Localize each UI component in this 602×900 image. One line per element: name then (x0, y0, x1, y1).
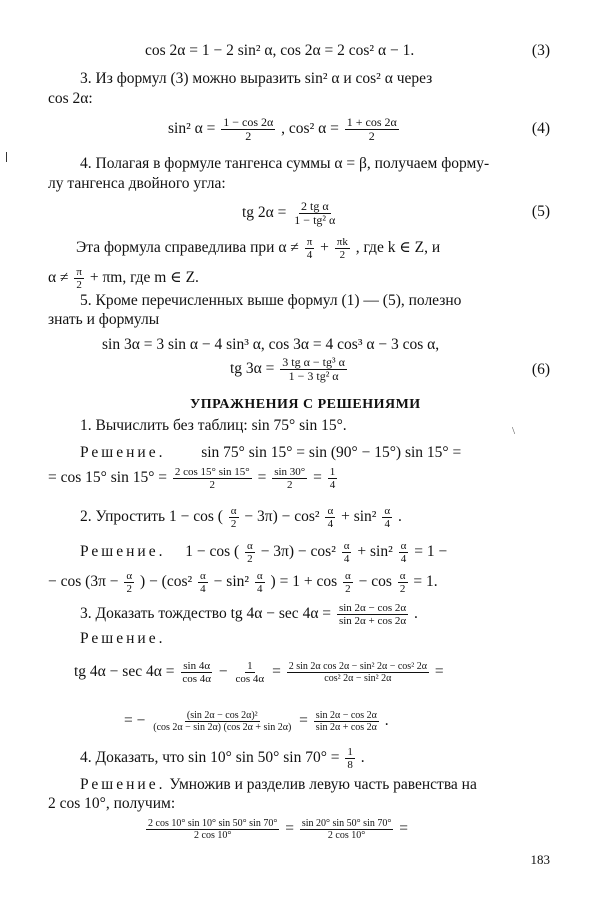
formula-5 (242, 200, 339, 227)
frac-den: 2 (368, 129, 375, 143)
exercise-2-solution-line-2 (48, 570, 438, 595)
frac-den: 2 (286, 479, 293, 491)
e4-l-b: = (399, 820, 408, 838)
e3-l1-frac-1 (180, 660, 213, 685)
paragraph-4-line-2: лу тангенса двойного угла: (48, 175, 226, 192)
e4-l-a: = (285, 820, 294, 838)
e1-eq2: = (313, 469, 322, 487)
e3-task-a: 3. Доказать тождество tg 4α − sec 4α = (80, 605, 332, 623)
validity-frac-2 (335, 236, 350, 261)
e3-l1-frac-3 (287, 661, 429, 684)
formula-6-frac (280, 356, 347, 383)
e4-task-frac (345, 746, 355, 771)
e4-frac-1 (146, 818, 279, 841)
frac-num: sin 20° sin 50° sin 70° (301, 818, 392, 829)
frac-num: α (247, 540, 253, 552)
e2-task-frac-3 (382, 505, 392, 530)
frac-num: 2 tg α (300, 199, 329, 213)
paragraph-3-line-1: 3. Из формул (3) можно выразить sin² α и cos² α через (80, 70, 433, 87)
exercise-1-solution-line-1 (80, 444, 461, 462)
frac-num: π (306, 236, 313, 248)
formula-4-mid: , cos² α = (281, 120, 339, 138)
validity-text-a: Эта формула справедлива при α ≠ (76, 239, 299, 257)
frac-num: α (126, 570, 133, 582)
exercise-3-solution-line-1 (74, 660, 444, 685)
e3-l1-frac-2 (234, 660, 267, 685)
solution-label: Решение. (80, 776, 166, 793)
frac-num: α (344, 570, 351, 582)
e1-frac-1 (173, 466, 252, 491)
stray-tick-mark: \ (512, 425, 516, 437)
e2-sol1-frac-1 (245, 540, 255, 565)
e4-task-a: 4. Доказать, что sin 10° sin 50° sin 70° = (80, 749, 340, 767)
frac-num: π (76, 266, 82, 278)
frac-num: α (343, 540, 350, 552)
section-heading: УПРАЖНЕНИЯ С РЕШЕНИЯМИ (190, 397, 421, 412)
e2-task-d: . (397, 508, 402, 526)
frac-num: α (200, 570, 206, 582)
frac-den: 2 cos 10° (327, 830, 366, 841)
exercise-4-solution-line-1 (80, 776, 477, 794)
e2-sol2-frac-2 (198, 570, 208, 595)
validity-line-1 (76, 236, 440, 261)
exercise-3-solution-line-2 (124, 710, 389, 733)
validity2-text-b: + πm, где m ∈ Z. (89, 269, 199, 287)
e2-sol2-frac-3 (255, 570, 265, 595)
e3-l2-frac-2 (314, 710, 379, 733)
frac-den: 4 (343, 553, 350, 565)
frac-den: (cos 2α − sin 2α) (cos 2α + sin 2α) (153, 722, 292, 733)
validity-line-2 (48, 266, 199, 291)
frac-den: sin 2α + cos 2α (315, 722, 377, 733)
e2-sol1-c: + sin² (357, 543, 393, 561)
e3-task-frac (337, 602, 408, 627)
exercise-2-task (80, 505, 402, 530)
formula-3 (145, 42, 414, 60)
e2-sol2-a: − cos (3π − (48, 573, 119, 591)
frac-den: 4 (327, 518, 334, 530)
exercise-3-solution-label: Решение. (80, 630, 166, 647)
paragraph-4-line-1: 4. Полагая в формуле тангенса суммы α = β, получаем форму- (80, 155, 490, 172)
frac-den: 4 (384, 518, 390, 530)
validity2-text-a: α ≠ (48, 269, 69, 287)
e2-sol2-frac-4 (343, 570, 353, 595)
formula-6-number: (6) (531, 361, 550, 378)
formula-3-number: (3) (531, 42, 550, 59)
frac-den: 2 (230, 518, 237, 530)
e3-l1-c: = (272, 663, 281, 681)
e2-sol1-a: 1 − cos ( (185, 543, 240, 561)
e2-sol2-f: = 1. (413, 573, 438, 591)
exercise-4-solution-line-3 (144, 818, 408, 841)
frac-num: 1 (347, 746, 353, 758)
solution-label: Решение. (80, 543, 166, 561)
formula-4-frac-1 (221, 116, 275, 143)
e2-task-b: − 3π) − cos² (244, 508, 320, 526)
formula-4-frac-2 (345, 116, 399, 143)
formula-5-number: (5) (531, 203, 550, 220)
exercise-2-solution-line-1 (80, 540, 447, 565)
frac-den: 8 (347, 759, 353, 771)
formula-3-text: cos 2α = 1 − 2 sin² α, cos 2α = 2 cos² α − 1. (145, 42, 415, 59)
validity-text-b: + (320, 239, 329, 257)
e4-sol-line1: Умножив и разделив левую часть равенства на (169, 776, 477, 793)
frac-den: 4 (329, 479, 336, 491)
frac-num: α (399, 570, 406, 582)
formula-4-number: (4) (531, 120, 550, 137)
e1-sol2-a: = cos 15° sin 15° = (48, 469, 168, 487)
exercise-1-task: 1. Вычислить без таблиц: sin 75° sin 15°. (80, 417, 347, 434)
frac-num: α (384, 505, 391, 517)
formula-5-left: tg 2α = (242, 204, 287, 222)
frac-num: 1 + cos 2α (346, 115, 397, 129)
frac-num: (sin 2α − cos 2α)² (186, 710, 258, 721)
e3-l2-a: = − (124, 712, 146, 730)
frac-den: 2 cos 10° (194, 830, 232, 841)
e2-task-c: + sin² (341, 508, 377, 526)
exercise-1-solution-line-2 (48, 466, 339, 491)
frac-den: 4 (200, 583, 206, 595)
frac-num: α (230, 505, 237, 517)
margin-mark (6, 152, 7, 162)
frac-den: 2 (126, 583, 133, 595)
frac-den: 2 (245, 129, 252, 143)
paragraph-5-line-1: 5. Кроме перечисленных выше формул (1) — (5), полезно (80, 292, 462, 309)
frac-num: 2 cos 10° sin 10° sin 50° sin 70° (148, 818, 278, 829)
frac-den: 2 (339, 249, 346, 261)
frac-den: cos 4α (182, 673, 212, 685)
frac-den: cos 4α (235, 673, 265, 685)
e1-frac-3 (328, 466, 338, 491)
frac-den: 4 (306, 249, 313, 261)
e2-sol1-b: − 3π) − cos² (260, 543, 336, 561)
frac-num: sin 2α − cos 2α (315, 710, 377, 721)
e3-l2-frac-1 (151, 710, 293, 733)
formula-6-line-1: sin 3α = 3 sin α − 4 sin³ α, cos 3α = 4 cos³ α − 3 cos α, (102, 336, 440, 353)
formula-6-line-2 (230, 356, 349, 383)
exercise-4-solution-line-2: 2 cos 10°, получим: (48, 795, 176, 812)
frac-num: 2 cos 15° sin 15° (174, 466, 250, 478)
e4-frac-2 (300, 818, 394, 841)
exercise-3-task (80, 602, 418, 627)
e2-sol2-frac-5 (398, 570, 408, 595)
e3-l2-b: = (299, 712, 308, 730)
e2-task-frac-1 (229, 505, 239, 530)
formula-4 (168, 116, 401, 143)
e2-task-a: 2. Упростить 1 − cos ( (80, 508, 223, 526)
e3-l1-d: = (434, 663, 444, 681)
frac-num: sin 2α − cos 2α (338, 602, 407, 614)
frac-den: 4 (257, 583, 263, 595)
frac-num: 1 (247, 660, 253, 672)
exercise-4-task (80, 746, 365, 771)
frac-den: 1 − tg² α (294, 213, 336, 227)
validity-text-c: , где k ∈ Z, и (355, 239, 441, 257)
e2-sol1-frac-3 (399, 540, 409, 565)
formula-5-frac (292, 200, 337, 227)
paragraph-5-line-2: знать и формулы (48, 311, 160, 328)
e2-sol2-e: − cos (358, 573, 392, 591)
paragraph-3-line-2: cos 2α: (48, 90, 93, 107)
e2-sol1-frac-2 (342, 540, 352, 565)
frac-den: 2 (345, 583, 351, 595)
e3-l1-b: − (218, 663, 228, 681)
frac-num: 3 tg α − tg³ α (282, 355, 345, 369)
e1-eq: = (257, 469, 267, 487)
frac-den: 1 − 3 tg² α (288, 369, 339, 383)
frac-num: sin 30° (274, 466, 306, 478)
frac-den: sin 2α + cos 2α (338, 615, 407, 627)
frac-den: cos² 2α − sin² 2α (324, 673, 392, 684)
frac-den: 4 (400, 553, 407, 565)
validity-frac-1 (305, 236, 315, 261)
frac-den: 2 (399, 583, 406, 595)
e2-sol2-b: ) − (cos² (140, 573, 193, 591)
formula-6-left: tg 3α = (230, 360, 275, 378)
e2-sol1-d: = 1 − (414, 543, 448, 561)
frac-den: 2 (76, 279, 82, 291)
frac-num: sin 4α (183, 660, 211, 672)
e2-sol2-frac-1 (124, 570, 134, 595)
frac-num: α (400, 540, 407, 552)
validity2-frac (74, 266, 84, 291)
frac-num: πk (336, 236, 348, 248)
frac-num: 2 sin 2α cos 2α − sin² 2α − cos² 2α (288, 661, 427, 672)
e4-task-b: . (360, 749, 365, 767)
page-number: 183 (530, 852, 550, 867)
formula-4-left: sin² α = (168, 120, 216, 138)
e2-sol2-c: − sin² (213, 573, 250, 591)
frac-num: α (327, 505, 334, 517)
e2-task-frac-2 (325, 505, 335, 530)
exercise-1-sol-text: sin 75° sin 15° = sin (90° − 15°) sin 15° = (201, 444, 462, 461)
frac-den: 2 (209, 479, 216, 491)
e3-l2-c: . (384, 712, 389, 730)
solution-label: Решение. (80, 444, 166, 461)
frac-num: α (256, 570, 263, 582)
e3-task-b: . (414, 605, 418, 623)
frac-den: 2 (247, 553, 253, 565)
e3-l1-a: tg 4α − sec 4α = (74, 663, 175, 681)
frac-num: 1 − cos 2α (223, 115, 274, 129)
e1-frac-2 (272, 466, 307, 491)
frac-num: 1 (329, 466, 336, 478)
e2-sol2-d: ) = 1 + cos (270, 573, 338, 591)
